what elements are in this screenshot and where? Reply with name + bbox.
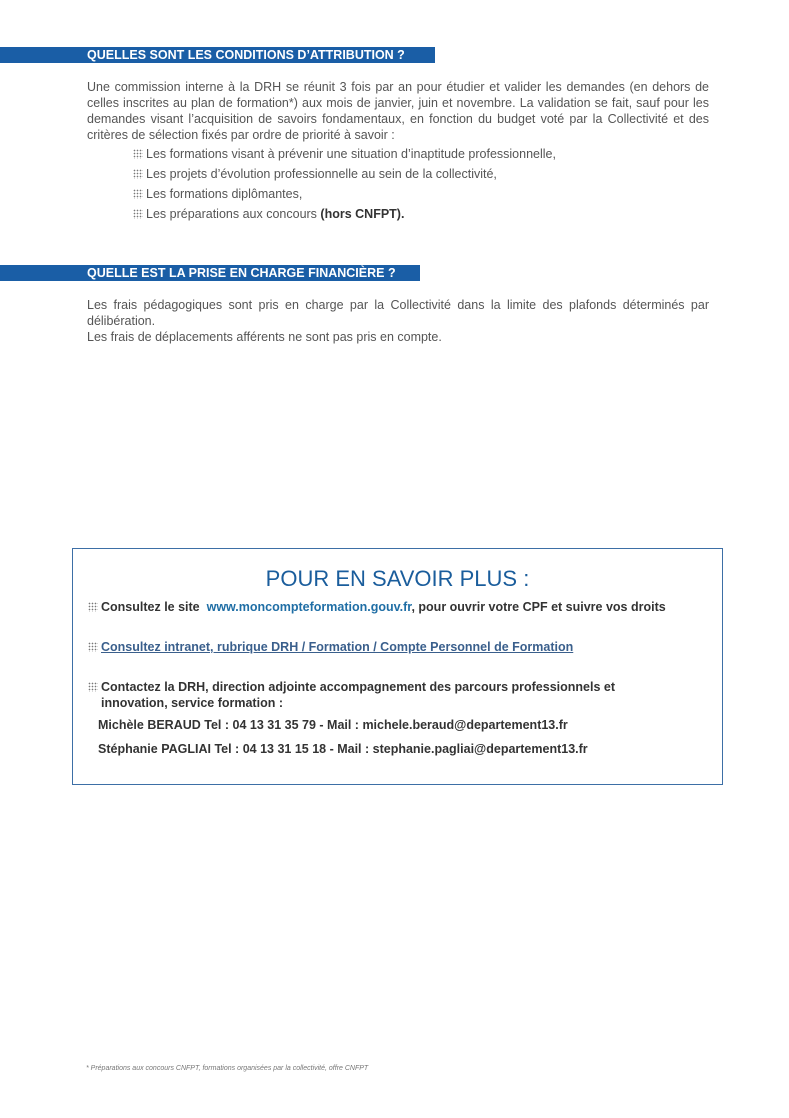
paragraph-text: Les frais pédagogiques sont pris en charge par la Collectivité dans la limite des plafonds déterminés par délibération. <box>87 298 709 328</box>
info-box-title: POUR EN SAVOIR PLUS : <box>265 566 530 591</box>
intranet-link[interactable]: Consultez intranet, rubrique DRH / Formation / Compte Personnel de Formation <box>101 640 574 654</box>
list-item-text: Les formations visant à prévenir une situation d’inaptitude professionnelle, <box>146 147 556 161</box>
conditions-paragraph <box>87 79 709 143</box>
section-heading-financial: QUELLE EST LA PRISE EN CHARGE FINANCIÈRE ? <box>0 265 420 281</box>
text: Contactez la DRH, direction adjointe accompagnement des parcours professionnels et <box>101 680 616 694</box>
info-line-site <box>88 600 666 614</box>
bullet-icon <box>88 642 98 652</box>
bullet-icon <box>88 602 98 612</box>
paragraph-text: Les frais de déplacements afférents ne sont pas pris en compte. <box>87 330 442 344</box>
list-item-bold: (hors CNFPT). <box>320 207 405 221</box>
contact-beraud: Michèle BERAUD Tel : 04 13 31 35 79 - Mail : michele.beraud@departement13.fr <box>98 718 568 732</box>
list-item <box>133 164 556 184</box>
bullet-icon <box>133 149 143 159</box>
text: , pour ouvrir votre CPF et suivre vos droits <box>411 600 666 614</box>
bullet-icon <box>133 189 143 199</box>
list-item <box>133 204 556 224</box>
paragraph-text: Une commission interne à la DRH se réunit 3 fois par an pour étudier et valider les demandes (en dehors de celles inscrites au plan de formation*) aux mois de janvier, juin et novembre. La validation se fait, sauf pour les demandes visant l’acquisition de savoirs fondamentaux, en fonction du budget voté par la Collectivité et des critères de sélection fixés par ordre de priorité à savoir : <box>87 80 709 142</box>
section-heading-conditions: QUELLES SONT LES CONDITIONS D’ATTRIBUTION ? <box>0 47 435 63</box>
bullet-icon <box>133 209 143 219</box>
bullet-icon <box>88 682 98 692</box>
contact-pagliai: Stéphanie PAGLIAI Tel : 04 13 31 15 18 - Mail : stephanie.pagliai@departement13.fr <box>98 742 588 756</box>
list-item <box>133 144 556 164</box>
info-line-contact <box>88 680 615 694</box>
info-line-intranet <box>88 640 573 654</box>
financial-paragraph <box>87 297 709 345</box>
list-item-text: Les projets d’évolution professionnelle au sein de la collectivité, <box>146 167 497 181</box>
list-item-text: Les préparations aux concours <box>146 207 321 221</box>
list-item-text: Les formations diplômantes, <box>146 187 303 201</box>
bullet-icon <box>133 169 143 179</box>
info-box <box>72 548 723 785</box>
list-item <box>133 184 556 204</box>
website-link[interactable]: www.moncompteformation.gouv.fr <box>206 600 412 614</box>
text: Consultez le site <box>101 600 204 614</box>
footnote: * Préparations aux concours CNFPT, formations organisées par la collectivité, offre CNFPT <box>86 1065 369 1072</box>
criteria-list <box>133 144 556 224</box>
text: innovation, service formation : <box>101 696 283 710</box>
